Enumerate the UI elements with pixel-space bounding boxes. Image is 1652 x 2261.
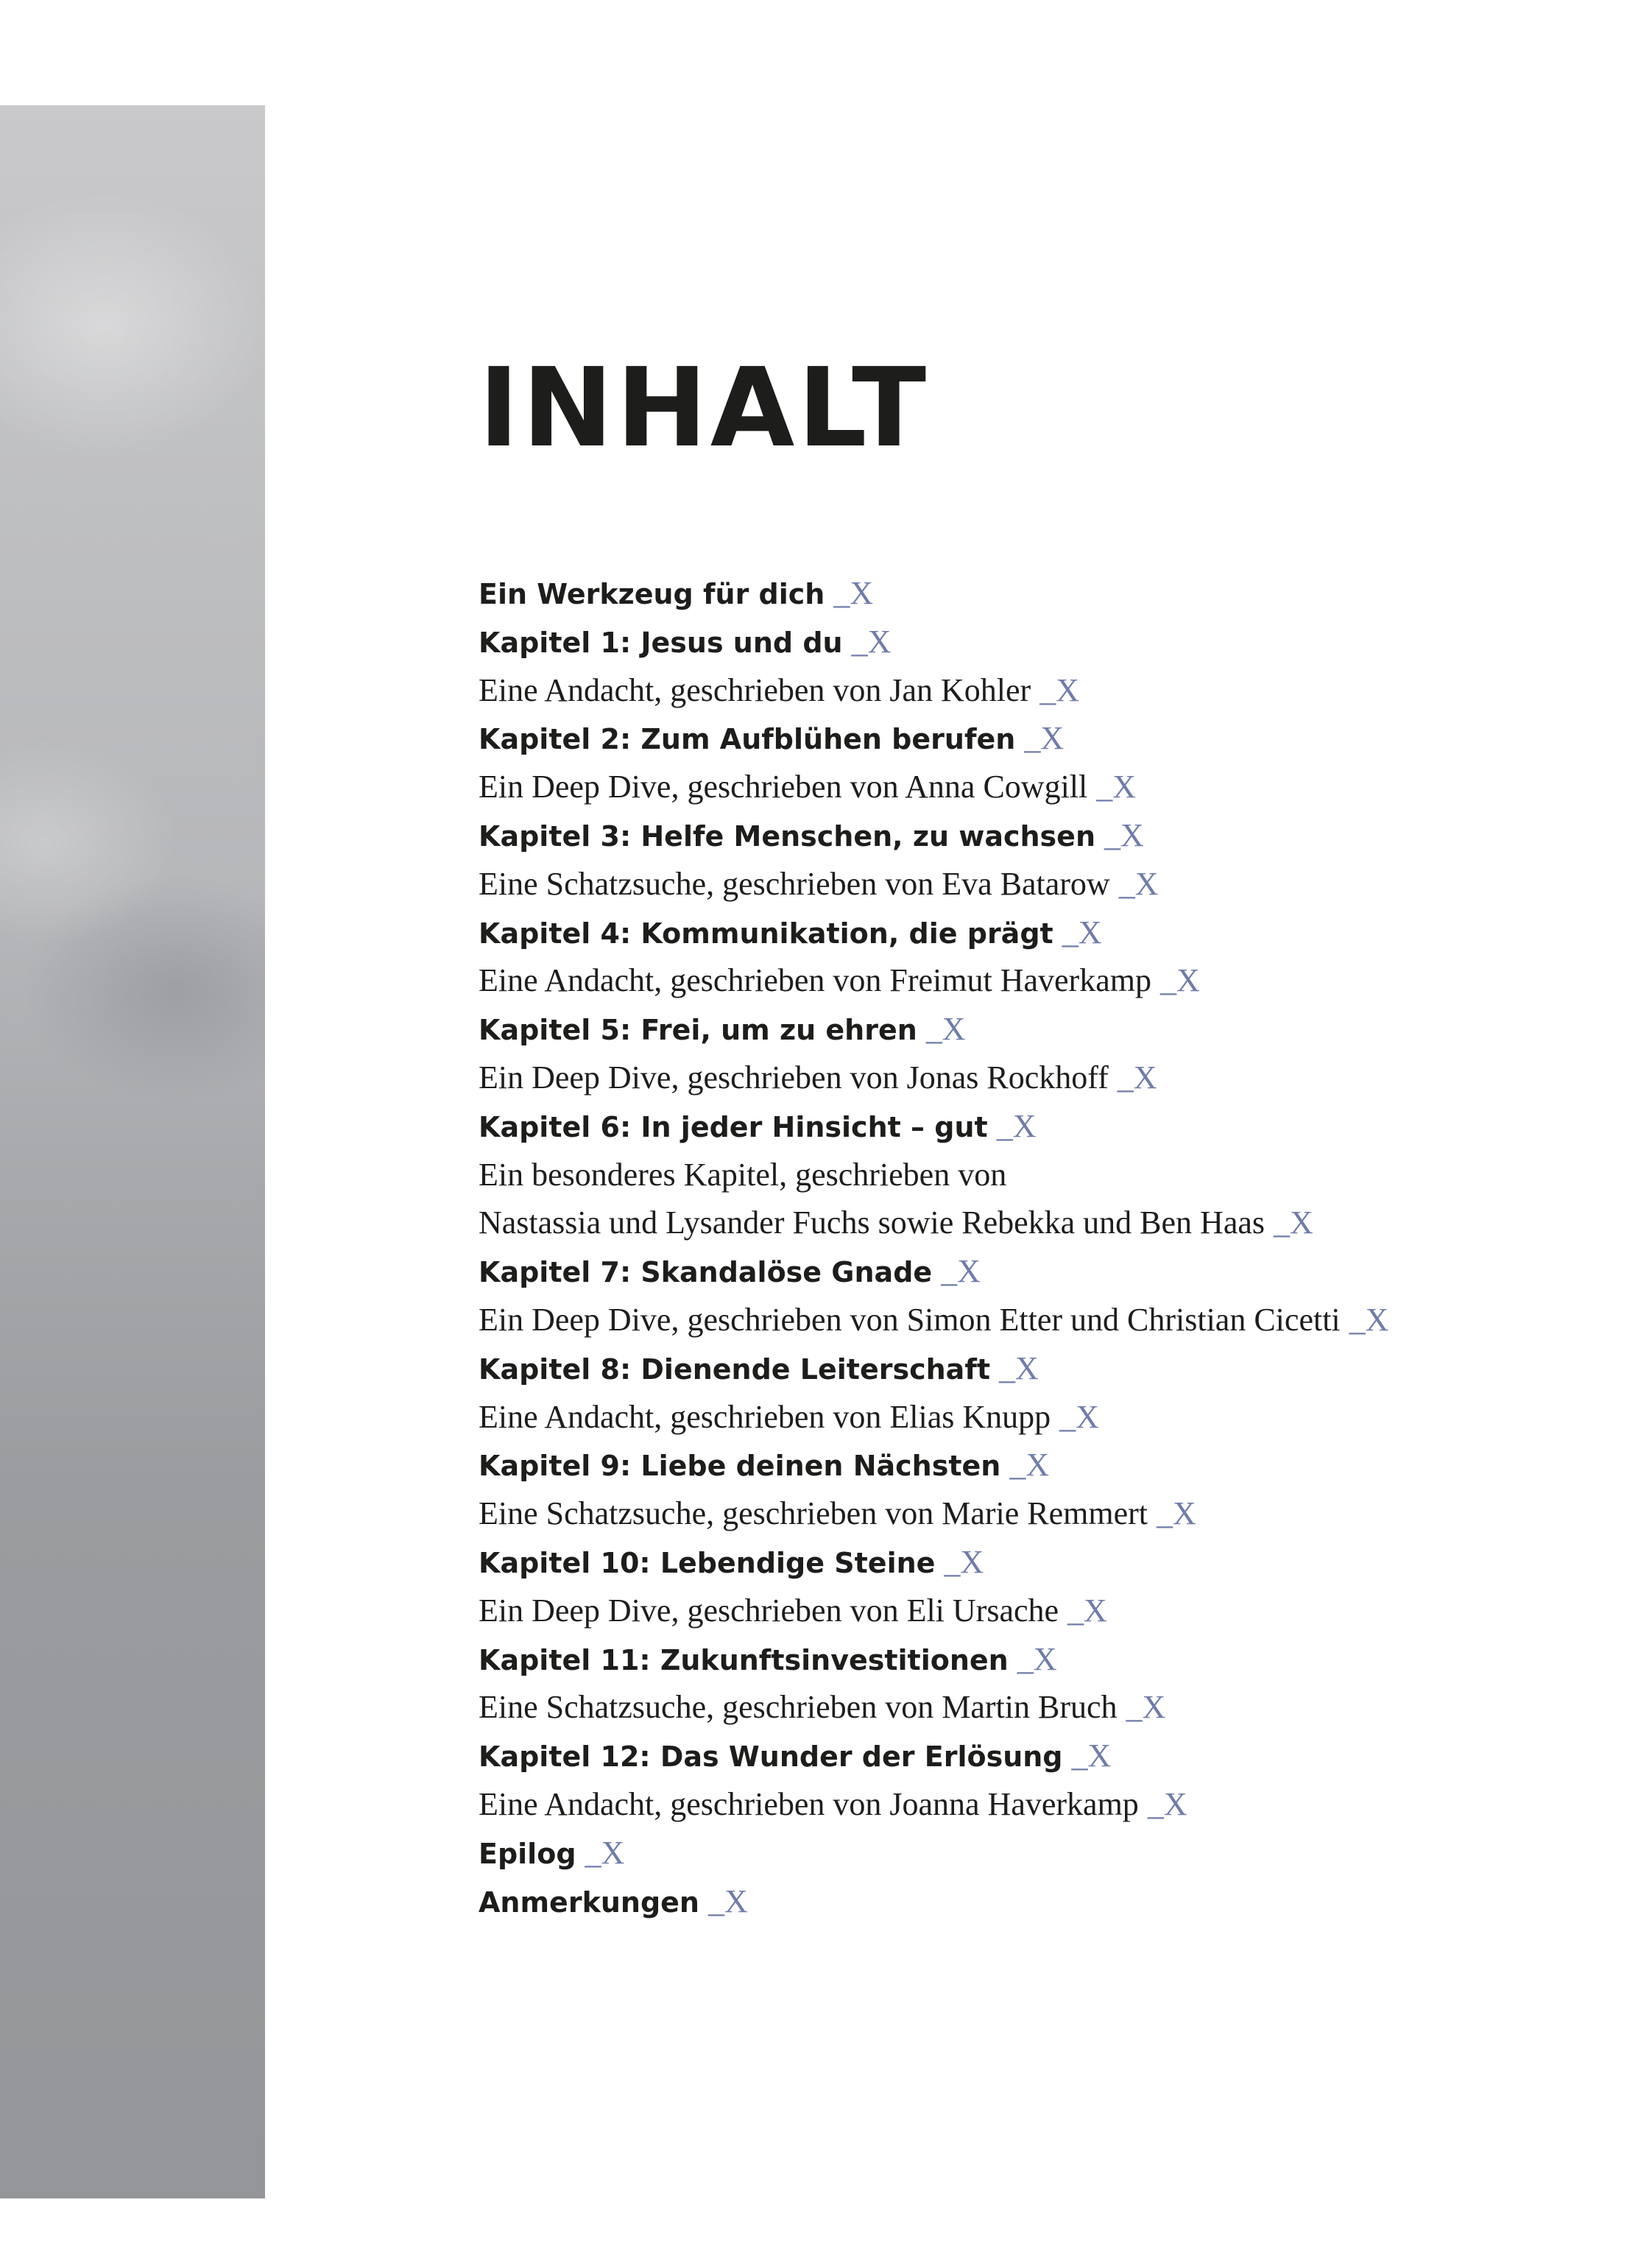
toc-page-number: _X bbox=[1349, 1301, 1389, 1338]
toc-entry bbox=[479, 1393, 1388, 1442]
toc-entry-text: Ein Deep Dive, geschrieben von Simon Etter und Christian Cicetti bbox=[479, 1301, 1341, 1338]
table-of-contents bbox=[479, 569, 1388, 1925]
toc-page-number: _X bbox=[707, 1883, 748, 1919]
toc-entry-text: Eine Andacht, geschrieben von Elias Knupp bbox=[479, 1398, 1051, 1435]
toc-entry bbox=[479, 860, 1388, 909]
toc-entry-text: Nastassia und Lysander Fuchs sowie Rebekka und Ben Haas bbox=[479, 1204, 1266, 1241]
toc-entry-text: Kapitel 9: Liebe deinen Nächsten bbox=[479, 1450, 1001, 1483]
toc-page-number: _X bbox=[1157, 1495, 1196, 1532]
toc-page-number: _X bbox=[1039, 671, 1079, 708]
toc-page-number: _X bbox=[1147, 1785, 1187, 1822]
toc-entry bbox=[479, 1102, 1388, 1151]
side-image-band bbox=[0, 105, 265, 2198]
toc-page-number: _X bbox=[1159, 962, 1200, 999]
toc-entry bbox=[479, 1344, 1388, 1393]
toc-entry-text: Eine Andacht, geschrieben von Jan Kohler bbox=[479, 671, 1031, 708]
toc-entry-text: Kapitel 1: Jesus und du bbox=[479, 626, 843, 659]
toc-entry-text: Epilog bbox=[479, 1837, 576, 1870]
toc-page-number: _X bbox=[1062, 914, 1102, 950]
toc-page-number: _X bbox=[1118, 865, 1159, 902]
toc-entry bbox=[479, 811, 1388, 860]
toc-entry bbox=[479, 1199, 1388, 1247]
toc-entry bbox=[479, 666, 1388, 715]
toc-entry bbox=[479, 714, 1388, 763]
toc-entry bbox=[479, 1538, 1388, 1587]
toc-page-number: _X bbox=[999, 1350, 1039, 1386]
toc-entry-text: Eine Schatzsuche, geschrieben von Marie Remmert bbox=[479, 1495, 1148, 1532]
page-title: INHALT bbox=[479, 345, 930, 471]
toc-page-number: _X bbox=[1096, 769, 1137, 805]
toc-entry-text: Ein Deep Dive, geschrieben von Eli Ursache bbox=[479, 1592, 1059, 1629]
toc-page-number: _X bbox=[996, 1107, 1037, 1144]
toc-entry bbox=[479, 1296, 1388, 1344]
toc-entry bbox=[479, 1829, 1388, 1877]
toc-entry-text: Kapitel 12: Das Wunder der Erlösung bbox=[479, 1740, 1063, 1774]
toc-entry bbox=[479, 909, 1388, 957]
toc-page-number: _X bbox=[1067, 1592, 1107, 1629]
toc-entry bbox=[479, 956, 1388, 1005]
toc-page-number: _X bbox=[925, 1011, 966, 1048]
toc-entry-text: Ein Deep Dive, geschrieben von Anna Cowgill bbox=[479, 769, 1088, 805]
toc-page-number: _X bbox=[1117, 1059, 1157, 1096]
toc-page-number: _X bbox=[1071, 1738, 1112, 1774]
toc-entry-text: Eine Andacht, geschrieben von Joanna Haverkamp bbox=[479, 1785, 1139, 1822]
toc-entry-text: Eine Schatzsuche, geschrieben von Eva Batarow bbox=[479, 865, 1110, 902]
toc-page-number: _X bbox=[941, 1253, 981, 1290]
toc-entry bbox=[479, 1780, 1388, 1829]
toc-entry bbox=[479, 1732, 1388, 1780]
toc-entry-text: Kapitel 8: Dienende Leiterschaft bbox=[479, 1352, 991, 1386]
toc-page-number: _X bbox=[585, 1834, 625, 1871]
toc-page-number: _X bbox=[1274, 1204, 1313, 1241]
toc-entry-text: Eine Andacht, geschrieben von Freimut Haverkamp bbox=[479, 962, 1151, 999]
toc-entry-text: Kapitel 2: Zum Aufblühen berufen bbox=[479, 723, 1016, 756]
toc-entry-text: Kapitel 11: Zukunftsinvestitionen bbox=[479, 1643, 1009, 1676]
toc-entry-text: Eine Schatzsuche, geschrieben von Martin Bruch bbox=[479, 1689, 1118, 1726]
toc-entry-text: Anmerkungen bbox=[479, 1886, 699, 1919]
toc-page-number: _X bbox=[944, 1543, 984, 1580]
toc-page-number: _X bbox=[851, 623, 892, 660]
toc-entry-text: Kapitel 5: Frei, um zu ehren bbox=[479, 1014, 917, 1047]
toc-entry bbox=[479, 1247, 1388, 1296]
toc-entry-text: Ein Werkzeug für dich bbox=[479, 578, 825, 610]
toc-entry bbox=[479, 1587, 1388, 1635]
toc-entry-text: Kapitel 10: Lebendige Steine bbox=[479, 1546, 936, 1579]
toc-page-number: _X bbox=[1009, 1447, 1050, 1484]
toc-entry bbox=[479, 1489, 1388, 1538]
toc-entry-text: Kapitel 7: Skandalöse Gnade bbox=[479, 1256, 933, 1289]
toc-entry bbox=[479, 763, 1388, 811]
toc-entry bbox=[479, 1877, 1388, 1926]
toc-page-number: _X bbox=[833, 575, 874, 611]
toc-entry bbox=[479, 569, 1388, 618]
toc-entry-text: Kapitel 4: Kommunikation, die prägt bbox=[479, 917, 1053, 950]
toc-page-number: _X bbox=[1126, 1689, 1166, 1726]
toc-page-number: _X bbox=[1024, 720, 1065, 757]
toc-entry-text: Ein Deep Dive, geschrieben von Jonas Rockhoff bbox=[479, 1059, 1109, 1096]
toc-entry bbox=[479, 1005, 1388, 1054]
toc-entry bbox=[479, 1635, 1388, 1684]
toc-entry-text: Kapitel 6: In jeder Hinsicht – gut bbox=[479, 1110, 988, 1143]
toc-entry-text: Ein besonderes Kapitel, geschrieben von bbox=[479, 1156, 1007, 1193]
toc-entry bbox=[479, 1441, 1388, 1489]
toc-entry bbox=[479, 618, 1388, 666]
toc-page-number: _X bbox=[1059, 1398, 1099, 1435]
toc-page-number: _X bbox=[1017, 1640, 1057, 1677]
toc-entry bbox=[479, 1151, 1388, 1199]
toc-page-number: _X bbox=[1104, 816, 1144, 853]
toc-entry-text: Kapitel 3: Helfe Menschen, zu wachsen bbox=[479, 819, 1096, 853]
toc-entry bbox=[479, 1683, 1388, 1732]
toc-entry bbox=[479, 1054, 1388, 1102]
